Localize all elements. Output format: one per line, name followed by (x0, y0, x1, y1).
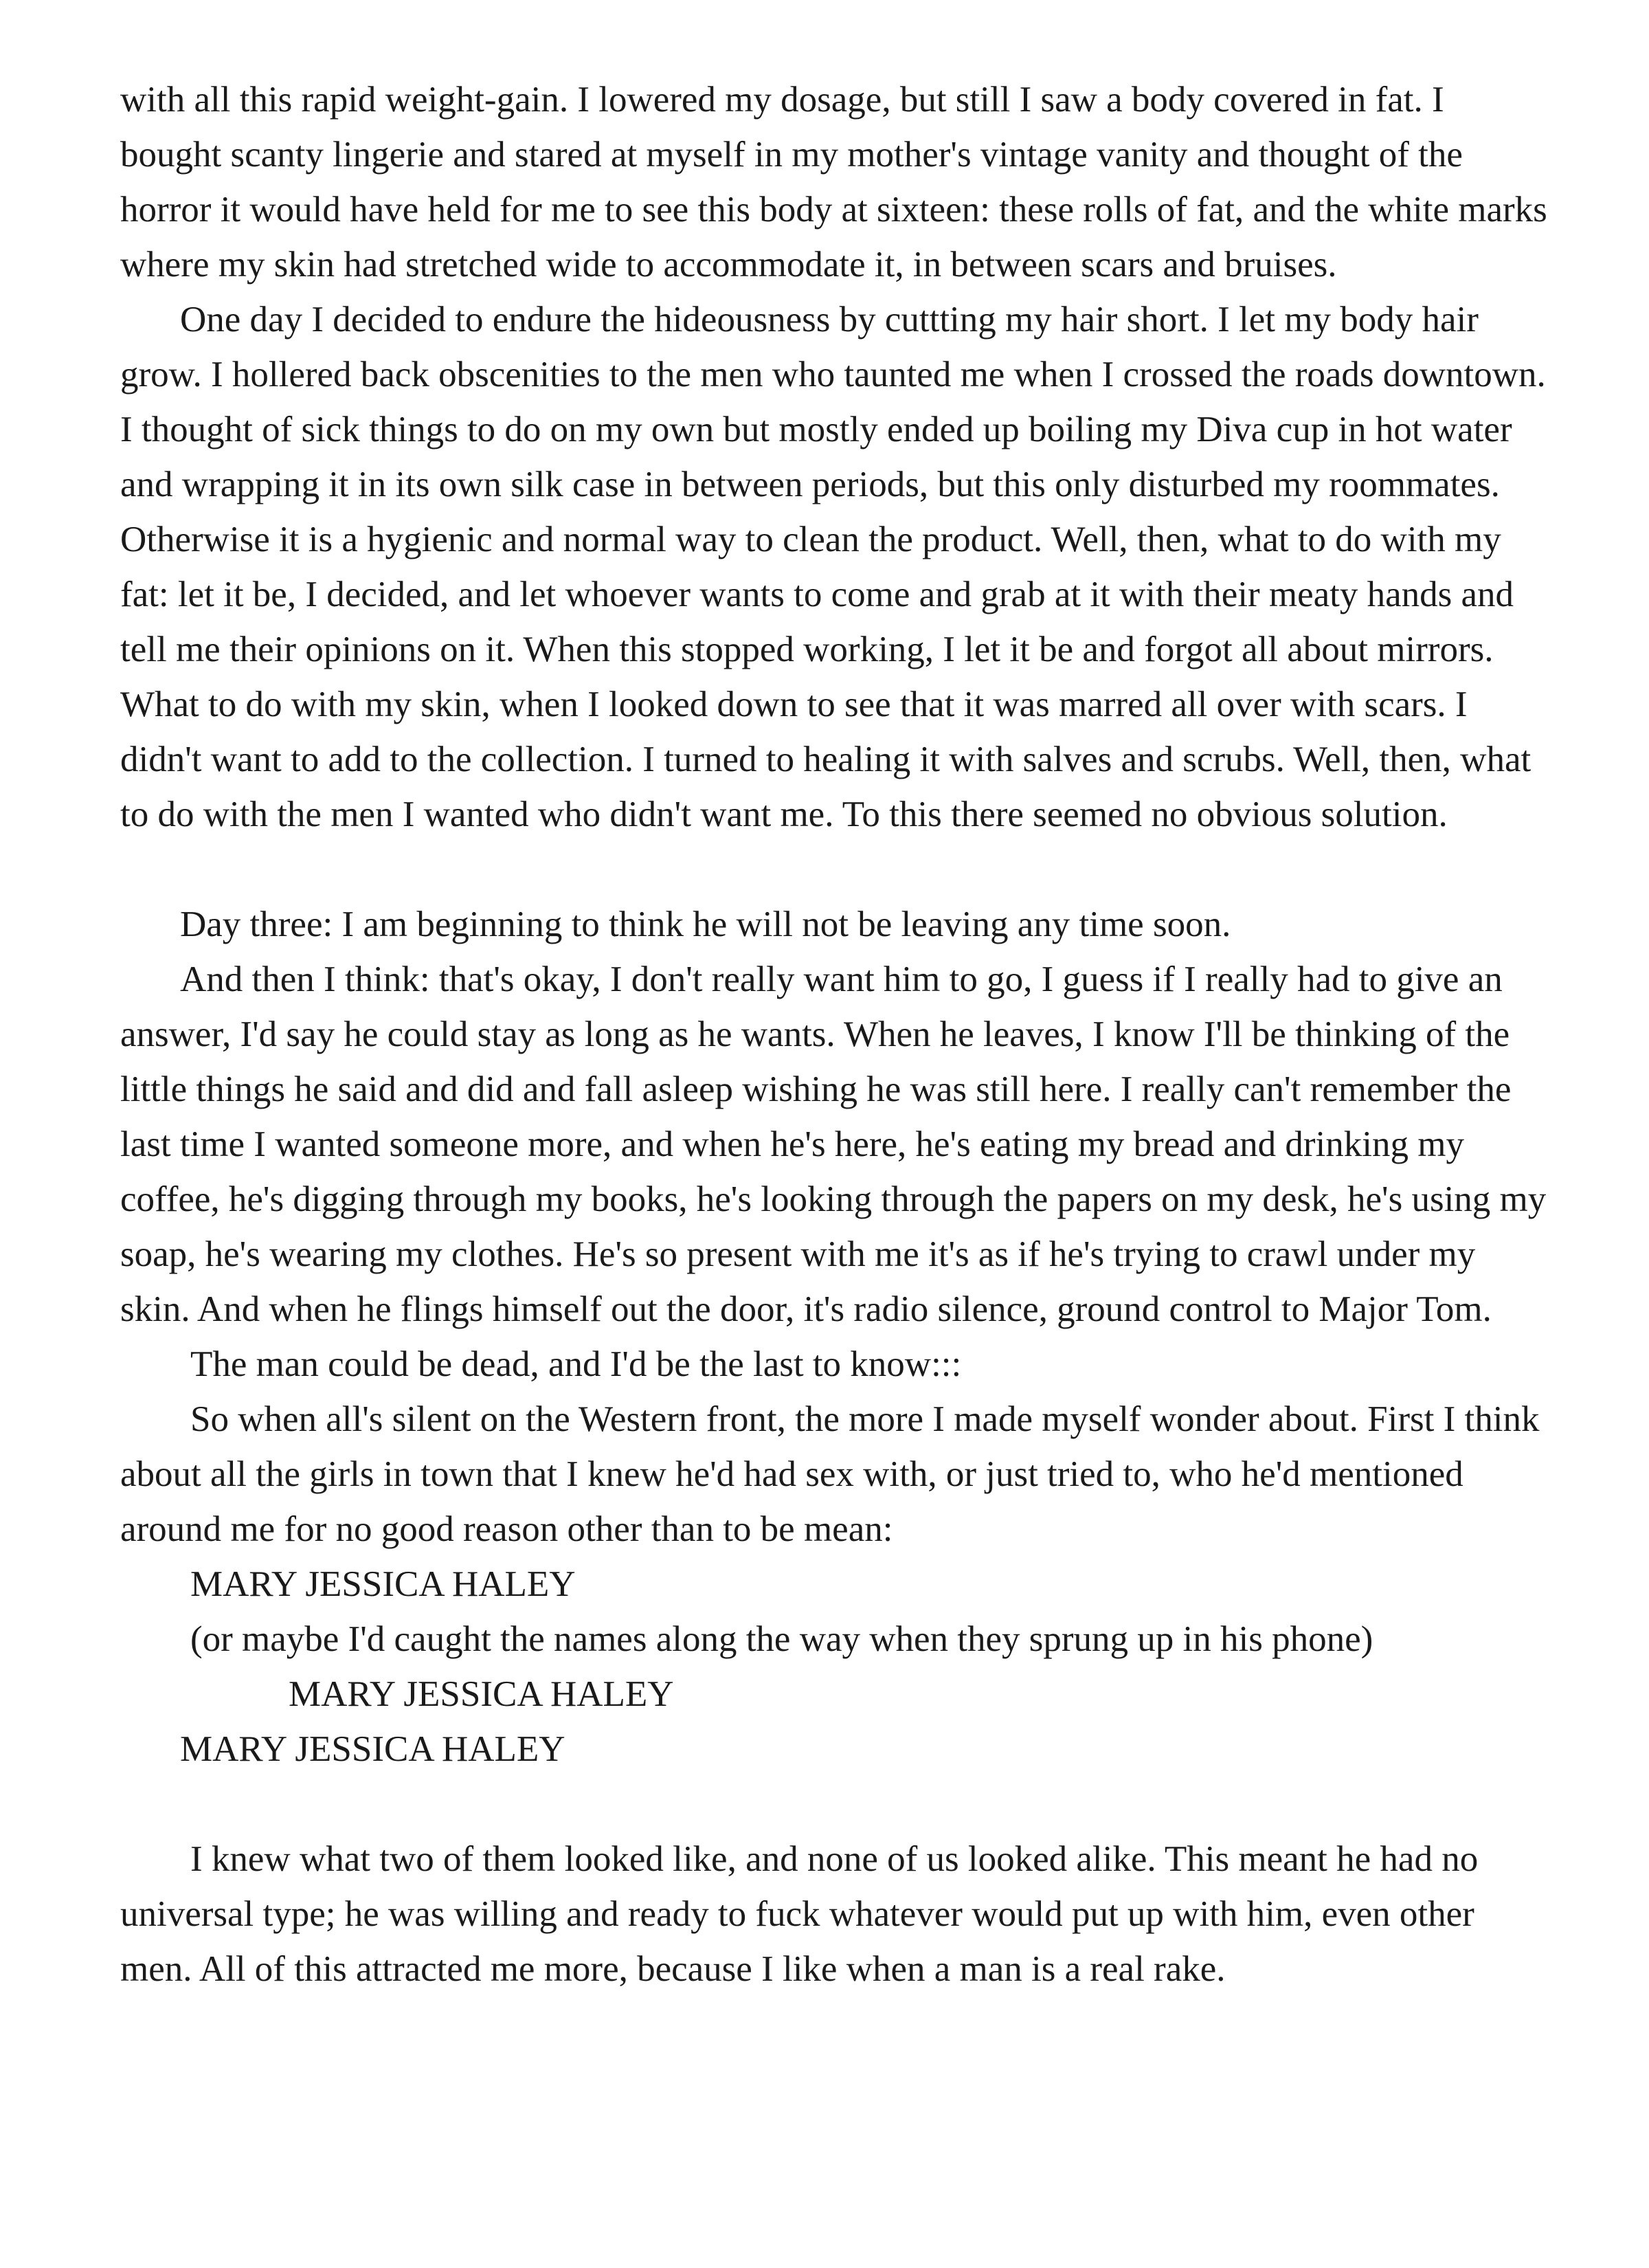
blank-line (120, 842, 1549, 897)
name-line-2: MARY JESSICA HALEY (289, 1674, 674, 1714)
paragraph-parenthetical: (or maybe I'd caught the names along the way when they sprung up in his phone) (190, 1619, 1373, 1659)
blank-line (120, 1777, 1549, 1832)
paragraph-two-of-them: I knew what two of them looked like, and none of us looked alike. This meant he had no universal type; he was willing and ready to fuck whatever would put up with him, even other men. All of this attracted me more, because I like when a man is a real rake. (120, 1839, 1479, 1989)
paragraph-one-day: One day I decided to endure the hideousness by cuttting my hair short. I let my body hair grow. I hollered back obscenities to the men who taunted me when I crossed the roads downtown. I thought of sick things to do on my own but mostly ended up boiling my Diva cup in hot water and wrapping it in its own silk case in between periods, but this only disturbed my roommates. Otherwise it is a hygienic and normal way to clean the product. Well, then, what to do with my fat: let it be, I decided, and let whoever wants to come and grab at it with their meaty hands and tell me their opinions on it. When this stopped working, I let it be and forgot all about mirrors. What to do with my skin, when I looked down to see that it was marred all over with scars. I didn't want to add to the collection. I turned to healing it with salves and scrubs. Well, then, what to do with the men I wanted who didn't want me. To this there seemed no obvious solution. (120, 300, 1546, 834)
paragraph-western-front: So when all's silent on the Western front, the more I made myself wonder about. First I think about all the girls in town that I knew he'd had sex with, or just tried to, who he'd mentioned around me for no good reason other than to be mean: (120, 1399, 1540, 1549)
paragraph-man-could-be-dead: The man could be dead, and I'd be the last to know::: (190, 1344, 962, 1384)
body-text (120, 72, 1549, 1997)
paragraph-day-three: Day three: I am beginning to think he will not be leaving any time soon. (180, 904, 1231, 944)
name-line-1: MARY JESSICA HALEY (190, 1564, 576, 1604)
name-line-3: MARY JESSICA HALEY (180, 1729, 565, 1769)
paragraph-weight-gain: with all this rapid weight-gain. I lowered my dosage, but still I saw a body covered in fat. I bought scanty lingerie and stared at myself in my mother's vintage vanity and thought of the horror it would have held for me to see this body at sixteen: these rolls of fat, and the white marks where my skin had stretched wide to accommodate it, in between scars and bruises. (120, 80, 1547, 285)
paragraph-and-then: And then I think: that's okay, I don't really want him to go, I guess if I really had to give an answer, I'd say he could stay as long as he wants. When he leaves, I know I'll be thinking of the little things he said and did and fall asleep wishing he was still here. I really can't remember the last time I wanted someone more, and when he's here, he's eating my bread and drinking my coffee, he's digging through my books, he's looking through the papers on my desk, he's using my soap, he's wearing my clothes. He's so present with me it's as if he's trying to crawl under my skin. And when he flings himself out the door, it's radio silence, ground control to Major Tom. (120, 959, 1547, 1329)
